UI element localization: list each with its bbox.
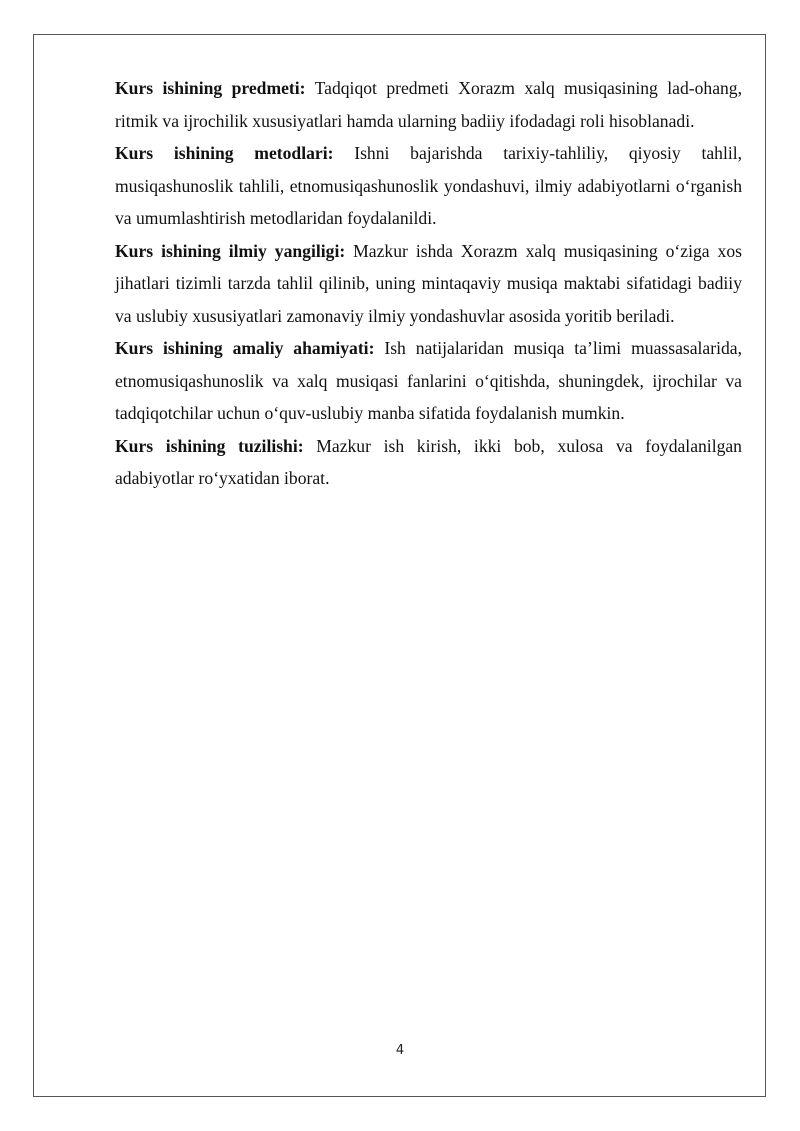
paragraph-text: Tadqiqot predmeti Xorazm xalq musiqasining lad-ohang, ritmik va ijrochilik xususiyatlari hamda ularning badiiy ifodadagi roli hisoblanadi. [115, 78, 743, 131]
paragraph-label: Kurs ishining predmeti: [115, 78, 306, 98]
document-body [115, 72, 742, 495]
paragraph-label: Kurs ishining tuzilishi: [115, 435, 304, 456]
paragraph-methods [115, 137, 742, 235]
paragraph-label: Kurs ishining ilmiy yangiligi: [115, 240, 346, 261]
paragraph-novelty [115, 235, 742, 333]
paragraph-significance [115, 332, 742, 430]
paragraph-label: Kurs ishining metodlari: [115, 143, 334, 163]
paragraph-text: Ish natijalaridan musiqa ta’limi muassasalarida, etnomusiqashunoslik va xalq musiqasi fanlarini o‘qitishda, shuningdek, ijrochilar va tadqiqotchilar uchun o‘quv-uslubiy manba sifatida foydalanish mumkin. [115, 338, 742, 423]
paragraph-text: Ishni bajarishda tarixiy-tahliliy, qiyosiy tahlil, musiqashunoslik tahlili, etnomusiqashunoslik yondashuvi, ilmiy adabiyotlarni o‘rganish va umumlashtirish metodlaridan foydalanildi. [115, 143, 743, 228]
page-number: 4 [395, 1043, 405, 1058]
paragraph-structure [115, 430, 742, 495]
paragraph-text: Mazkur ishda Xorazm xalq musiqasining o‘ziga xos jihatlari tizimli tarzda tahlil qilinib, uning mintaqaviy musiqa maktabi sifatidagi badiiy va uslubiy xususiyatlari zamonaviy ilmiy yondashuvlar asosida yoritib beriladi. [115, 240, 742, 326]
paragraph-subject [115, 72, 742, 137]
paragraph-text: Mazkur ish kirish, ikki bob, xulosa va foydalanilgan adabiyotlar ro‘yxatidan iborat. [115, 435, 742, 488]
paragraph-label: Kurs ishining amaliy ahamiyati: [115, 338, 375, 358]
